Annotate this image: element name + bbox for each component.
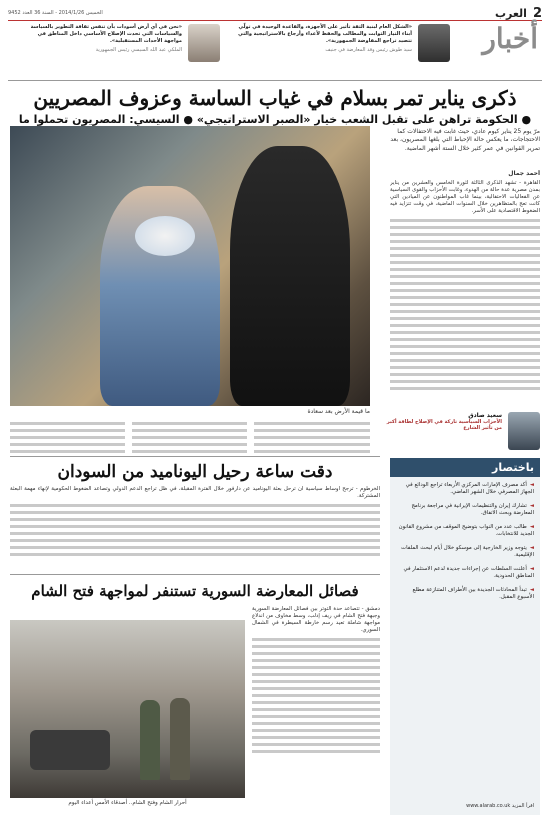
expert-name: سعيد صادق xyxy=(468,412,502,419)
quote-text-left: «نحن في أي أرض أسودات بأن تنفس ثقافة التطوير بالسياسة والسياسات التي تحدث الإصلاح الأساسي داخل المناطق في مواجهة الأحداث المستقبلية». xyxy=(30,24,182,44)
quote-name-right: سيد طوش رئيس وفد المعارضة في جنيف xyxy=(325,47,412,54)
quote-avatar-left xyxy=(188,24,220,62)
quote-box-right xyxy=(230,24,450,72)
main-body-column-4 xyxy=(10,418,125,453)
main-body-column-2 xyxy=(254,418,370,453)
expert-box xyxy=(382,412,540,452)
main-photo-caption: ما قيمة الأرض بعد سعادة xyxy=(307,408,370,415)
main-body-text: القاهرة - تشهد الذكرى الثالثة لثورة الخامس والعشرين من يناير بمدن مصرية عدة حالة من الهدوء، وغابت الأحزاب والقوى السياسية عن الفعاليات الاحتفالية، بينما غاب المواطنون عن الميادين التي كانت تعج بالمتظاهرين خلال السنوات الماضية، في وقت تتزايد فيه الضغوط الاقتصادية على الأسر. xyxy=(390,180,540,214)
sidebar-item: ◄أكد مصرف الإمارات المركزي الأربعاء تراجع الودائع في الجهاز المصرفي خلال الشهر الماضي. xyxy=(405,482,534,495)
brief-sidebar xyxy=(390,458,540,815)
quote-avatar-right xyxy=(418,24,450,62)
photo-figure-officer xyxy=(230,146,350,406)
brand-name: العرب xyxy=(494,6,527,20)
masthead-strip xyxy=(8,6,542,21)
main-body-column-1 xyxy=(390,170,540,408)
story2-body xyxy=(10,486,380,566)
divider-top xyxy=(8,80,542,81)
main-photo xyxy=(10,126,370,406)
story3-photo xyxy=(10,620,245,798)
divider-mid xyxy=(10,456,380,457)
sidebar-item: ◄تبدأ المحادثات الجديدة بين الأطراف المتنازعة مطلع الأسبوع المقبل. xyxy=(412,587,534,600)
quote-text-right: «الشكل العام لبنية الثقة تأثير على الأجهزة، والقاعدة الوحيدة في تولّي أبناء التيار الثوابت والمطالب والحفظ لأعداء وأرجاع بالاستراتيجية والتي تتصيد تراجع المفاوضة الجمهورية». xyxy=(238,24,412,44)
sidebar-item: ◄يتوجه وزير الخارجية إلى موسكو خلال أيام لبحث الملفات الإقليمية. xyxy=(401,545,534,558)
photo-vehicle xyxy=(30,730,110,770)
story3-headline: فصائل المعارضة السورية تستنفر لمواجهة فتح الشام xyxy=(31,582,359,600)
sidebar-title: باختصار xyxy=(390,458,540,477)
sidebar-footer: اقرأ المزيد www.alarab.co.uk xyxy=(466,803,534,809)
main-lead: مرّ يوم 25 يناير كيوم عادي، حيث غابت فيه الاحتفالات كما الاحتجاجات، ما يعكس حالة الإحباط التي بلغها المصريون، بعد تمرير القوانين في عمر كثير خلال الستة أشهر الماضية. xyxy=(390,128,540,152)
expert-avatar xyxy=(508,412,540,450)
expert-quote: الأحزاب السياسية تاركة في الإصلاح لطاقة أكبر من تأثير الشارع xyxy=(386,419,502,431)
story3-body-text: دمشق - تتصاعد حدة التوتر بين فصائل المعارضة السورية وجبهة فتح الشام في ريف إدلب، وسط مخاوف من اندلاع مواجهة شاملة تعيد رسم خارطة السيطرة في الشمال السوري. xyxy=(252,606,380,633)
main-author: أحمد جمال xyxy=(508,170,540,177)
photo-fighter-2 xyxy=(170,698,190,780)
quote-name-left: الملكي عبد الله السيسي رئيس الجمهورية xyxy=(95,47,182,54)
story3-photo-caption: أحرار الشام وفتح الشام.. أصدقاء الأمس أعداء اليوم xyxy=(68,800,187,806)
dateline: الخميس 2014/1/26 - السنة 36 العدد 9452 xyxy=(8,10,103,16)
main-headline: ذكرى يناير تمر بسلام في غياب الساسة وعزوف المصريين xyxy=(33,86,517,110)
divider-lower xyxy=(10,574,380,575)
main-body-column-3 xyxy=(132,418,247,453)
page-number: 2 xyxy=(532,5,542,21)
sidebar-item: ◄أعلنت السلطات عن إجراءات جديدة لدعم الاستثمار في المناطق الحدودية. xyxy=(403,566,534,579)
story2-headline: دقت ساعة رحيل اليوناميد من السودان xyxy=(57,462,333,482)
section-title: أخبار xyxy=(482,22,538,55)
text-lines xyxy=(390,219,540,390)
masthead-right xyxy=(495,6,542,21)
main-subhead: ● الحكومة تراهن على تقبل الشعب خيار «الصبر الاستراتيجي» ● السيسي: المصريون تحملوا ما xyxy=(18,113,532,126)
quote-box-left xyxy=(20,24,220,72)
story3-body xyxy=(252,606,380,798)
story2-body-text: الخرطوم - ترجح أوساط سياسية أن ترحل بعثة اليوناميد عن دارفور خلال الفترة المقبلة، في ظل تراجع الدعم الدولي وتصاعد الضغوط الحكومية لإنهاء مهمة البعثة المشتركة. xyxy=(10,486,380,499)
photo-flowers xyxy=(135,216,195,256)
sidebar-item: ◄طالب عدد من النواب بتوضيح الموقف من مشروع القانون الجديد للانتخابات. xyxy=(398,524,534,537)
photo-fighter-1 xyxy=(140,700,160,780)
sidebar-item: ◄تشارك إيران والتنظيمات الإيرانية في مراجعة برنامج المعارضة وبحث الاتفاق. xyxy=(411,503,534,516)
